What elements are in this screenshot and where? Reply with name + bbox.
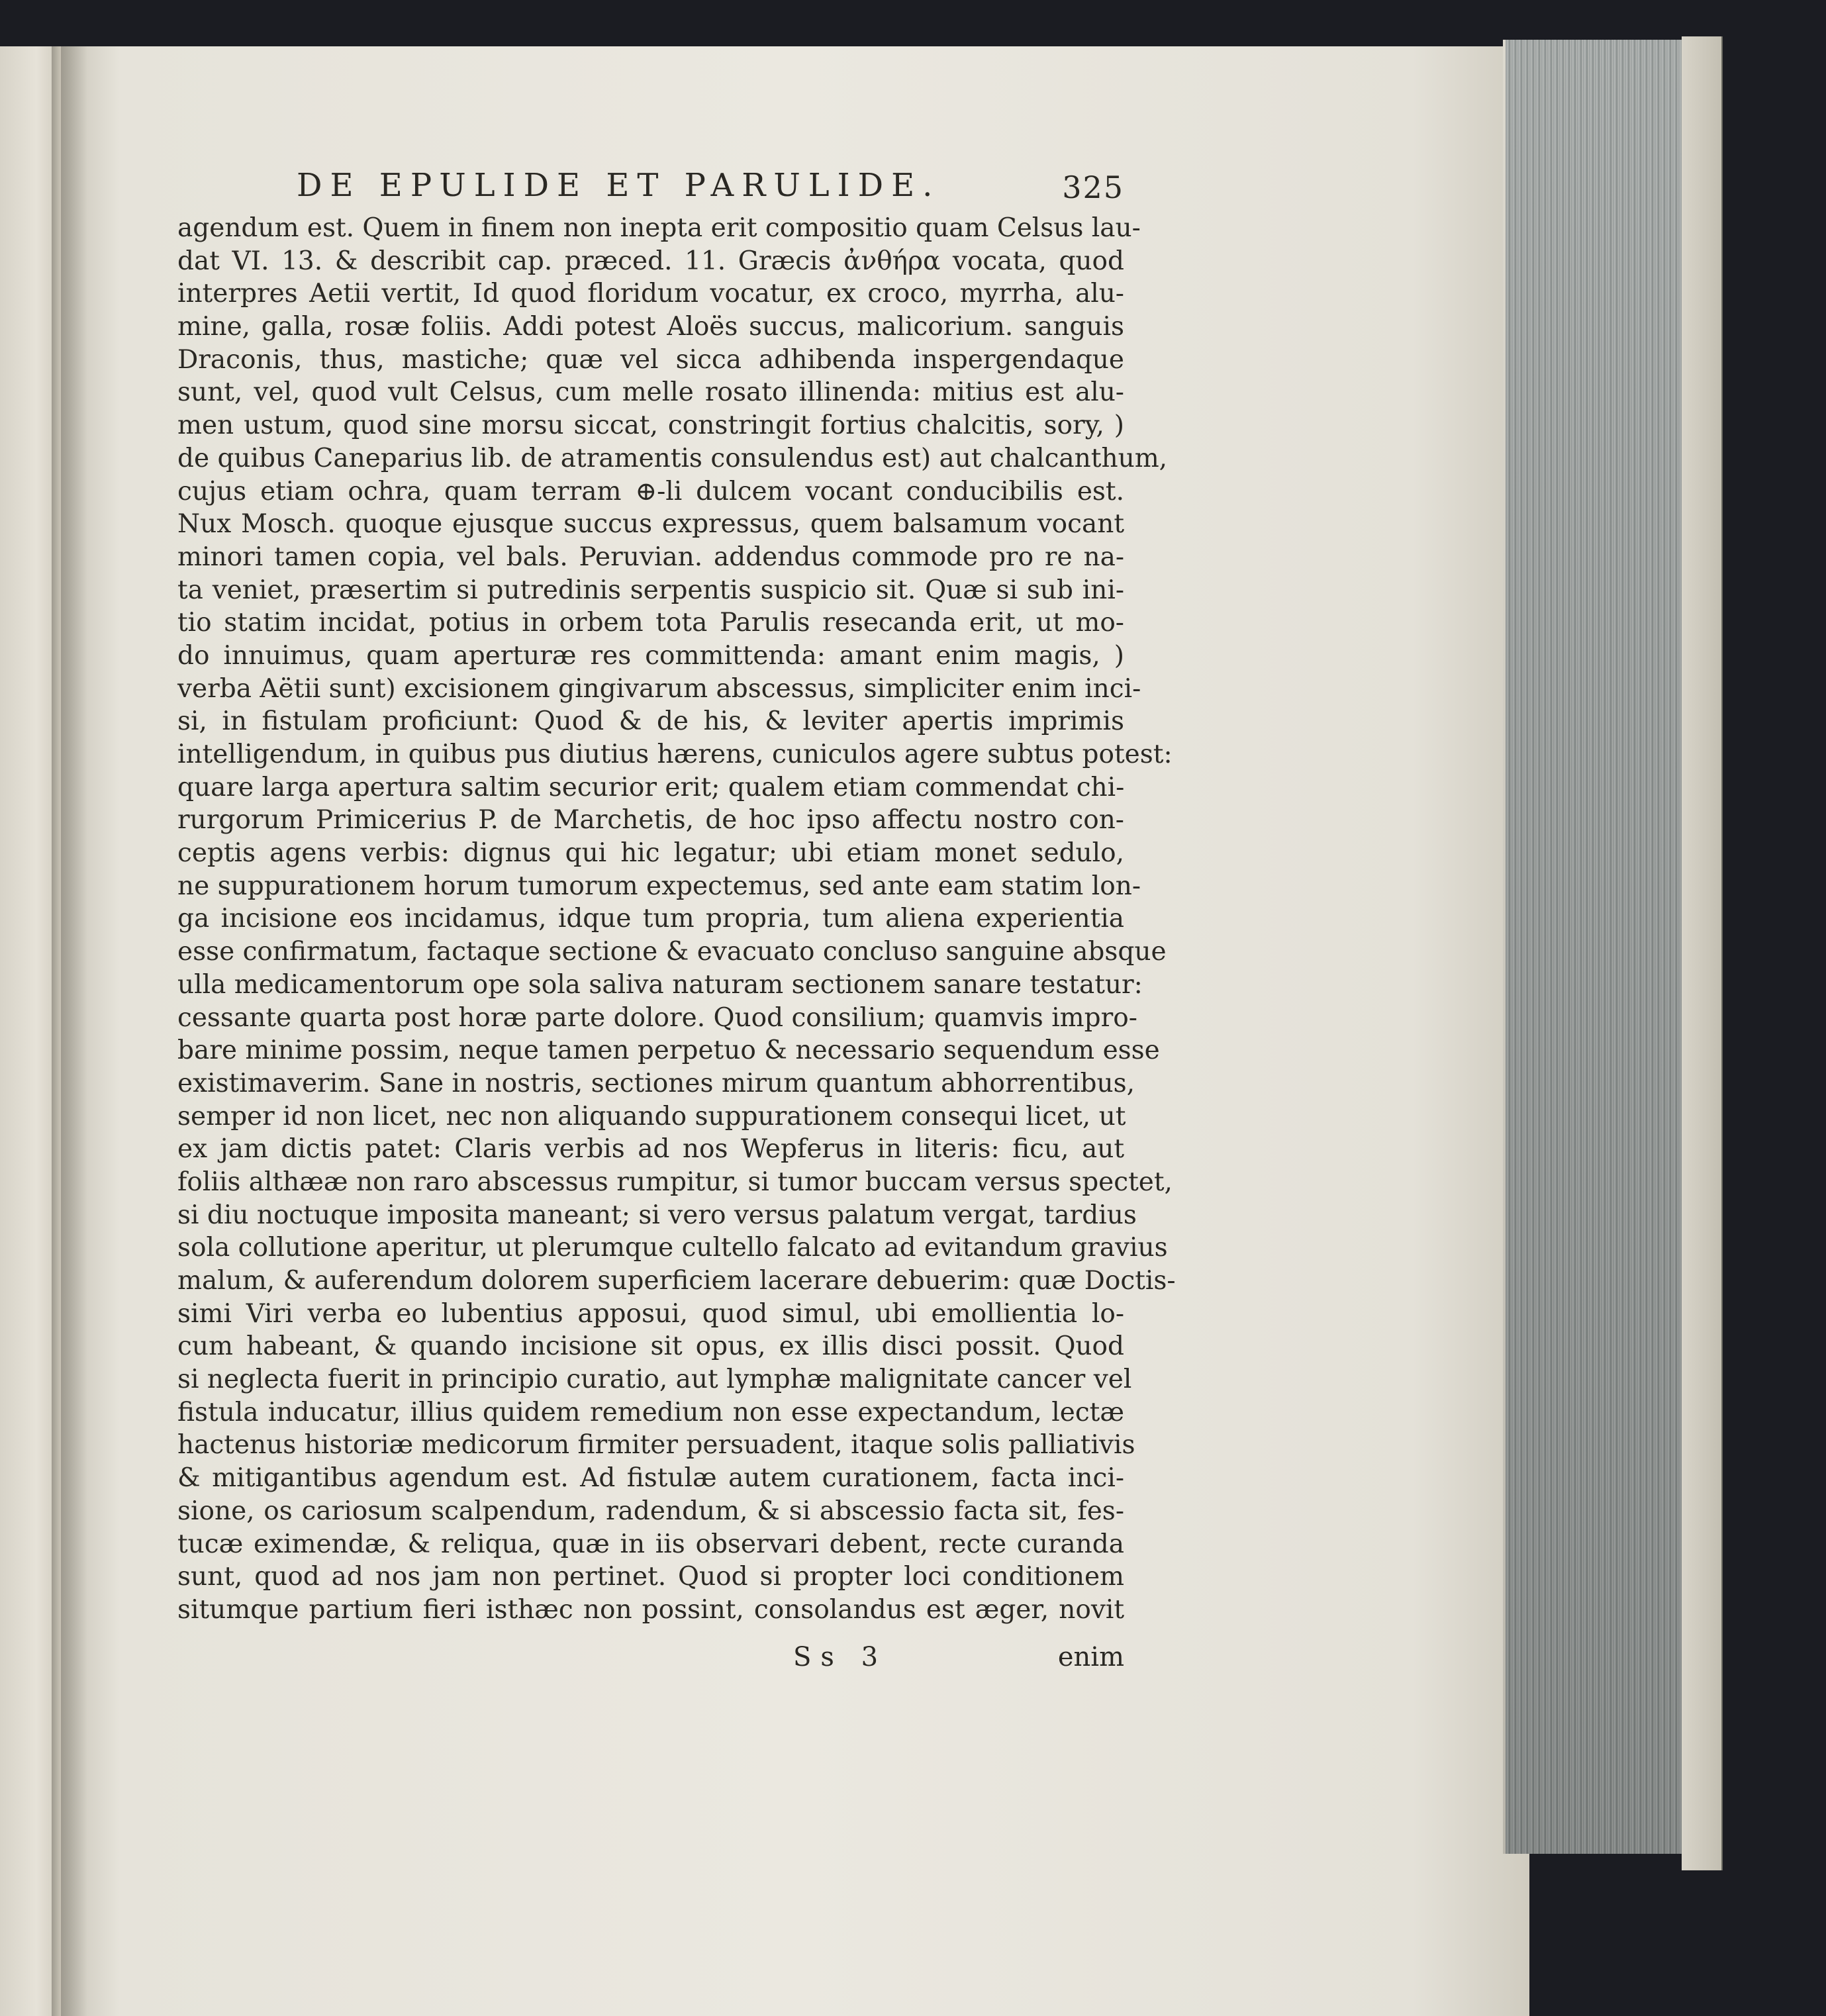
- text-line: sunt, vel, quod vult Celsus, cum melle rosato illinenda: mitius est alu-: [177, 377, 1124, 408]
- page-number: 325: [1062, 169, 1124, 205]
- text-line: fistula inducatur, illius quidem remedium non esse expectandum, lectæ: [177, 1397, 1124, 1427]
- page-footer: [177, 1642, 1124, 1675]
- running-header: [297, 167, 1124, 204]
- text-line: de quibus Caneparius lib. de atramentis consulendus est) aut chalcanthum,: [177, 443, 1168, 473]
- text-line: simi Viri verba eo lubentius apposui, quod simul, ubi emollientia lo-: [177, 1298, 1124, 1329]
- text-line: rurgorum Primicerius P. de Marchetis, de hoc ipso affectu nostro con-: [177, 805, 1124, 836]
- text-line: ta veniet, præsertim si putredinis serpentis suspicio sit. Quæ si sub ini-: [177, 575, 1124, 605]
- text-line: do innuimus, quam aperturæ res committenda: amant enim magis, ): [177, 640, 1124, 671]
- text-line: ex jam dictis patet: Claris verbis ad nos Wepferus in literis: ficu, aut: [177, 1134, 1124, 1165]
- text-line: si neglecta fuerit in principio curatio, aut lymphæ malignitate cancer vel: [177, 1365, 1132, 1395]
- page-gutter-shadow: [61, 46, 87, 2016]
- page-stack-shade: [1503, 40, 1695, 1854]
- text-line: malum, & auferendum dolorem superficiem lacerare debuerim: quæ Doctis-: [177, 1266, 1176, 1296]
- text-line: Draconis, thus, mastiche; quæ vel sicca adhibenda inspergendaque: [177, 344, 1124, 375]
- text-line: agendum est. Quem in finem non inepta erit compositio quam Celsus lau-: [177, 213, 1141, 243]
- signature-mark: Ss 3: [793, 1642, 888, 1672]
- text-line: men ustum, quod sine morsu siccat, constringit fortius chalcitis, sory, ): [177, 410, 1124, 441]
- book-cover-board: [1682, 36, 1723, 1870]
- text-line: si, in fistulam proficiunt: Quod & de his, & leviter apertis imprimis: [177, 706, 1124, 737]
- text-line: situmque partium fieri isthæc non possint, consolandus est æger, novit: [177, 1594, 1124, 1625]
- text-line: interpres Aetii vertit, Id quod floridum vocatur, ex croco, myrrha, alu-: [177, 279, 1124, 309]
- text-line: tucæ eximendæ, & reliqua, quæ in iis observari debent, recte curanda: [177, 1529, 1124, 1559]
- text-line: bare minime possim, neque tamen perpetuo & necessario sequendum esse: [177, 1035, 1160, 1066]
- body-text: [177, 212, 1176, 1627]
- text-line: ulla medicamentorum ope sola saliva naturam sectionem sanare testatur:: [177, 969, 1143, 1000]
- text-line: sola collutione aperitur, ut plerumque cultello falcato ad evitandum gravius: [177, 1233, 1168, 1263]
- facing-page-shadow: [52, 46, 61, 2016]
- text-line: si diu noctuque imposita maneant; si vero versus palatum vergat, tardius: [177, 1200, 1137, 1230]
- text-line: intelligendum, in quibus pus diutius hærens, cuniculos agere subtus potest:: [177, 740, 1173, 769]
- text-line: hactenus historiæ medicorum firmiter persuadent, itaque solis palliativis: [177, 1430, 1135, 1461]
- text-line: cujus etiam ochra, quam terram ⊕-li dulcem vocant conducibilis est.: [177, 476, 1124, 506]
- text-line: sione, os cariosum scalpendum, radendum, & si abscessio facta sit, fes-: [177, 1496, 1124, 1526]
- text-line: ne suppurationem horum tumorum expectemus, sed ante eam statim lon-: [177, 871, 1141, 901]
- text-line: existimaverim. Sane in nostris, sectiones mirum quantum abhorrentibus,: [177, 1068, 1135, 1098]
- text-line: mine, galla, rosæ foliis. Addi potest Aloës succus, malicorium. sanguis: [177, 312, 1124, 342]
- text-line: dat VI. 13. & describit cap. præced. 11. Græcis ἀνθήρα vocata, quod: [177, 246, 1124, 276]
- text-line: minori tamen copia, vel bals. Peruvian. addendus commode pro re na-: [177, 542, 1124, 572]
- running-title: DE EPULIDE ET PARULIDE.: [297, 167, 941, 204]
- text-line: sunt, quod ad nos jam non pertinet. Quod si propter loci conditionem: [177, 1562, 1124, 1592]
- catchword: enim: [1057, 1642, 1124, 1672]
- text-line: semper id non licet, nec non aliquando suppurationem consequi licet, ut: [177, 1101, 1126, 1131]
- text-line: cessante quarta post horæ parte dolore. Quod consilium; quamvis impro-: [177, 1002, 1137, 1033]
- text-line: ceptis agens verbis: dignus qui hic legatur; ubi etiam monet sedulo,: [177, 838, 1124, 869]
- text-line: foliis althææ non raro abscessus rumpitur, si tumor buccam versus spectet,: [177, 1167, 1173, 1197]
- text-line: ga incisione eos incidamus, idque tum propria, tum aliena experientia: [177, 904, 1124, 934]
- text-line: verba Aëtii sunt) excisionem gingivarum abscessus, simpliciter enim inci-: [177, 673, 1141, 704]
- text-line: esse confirmatum, factaque sectione & evacuato concluso sanguine absque: [177, 937, 1167, 967]
- text-line: quare larga apertura saltim securior erit; qualem etiam commendat chi-: [177, 772, 1125, 802]
- text-line: cum habeant, & quando incisione sit opus, ex illis disci possit. Quod: [177, 1331, 1124, 1362]
- text-line: Nux Mosch. quoque ejusque succus expressus, quem balsamum vocant: [177, 509, 1124, 540]
- text-line: & mitigantibus agendum est. Ad fistulæ autem curationem, facta inci-: [177, 1463, 1124, 1494]
- text-line: tio statim incidat, potius in orbem tota Parulis resecanda erit, ut mo-: [177, 608, 1124, 638]
